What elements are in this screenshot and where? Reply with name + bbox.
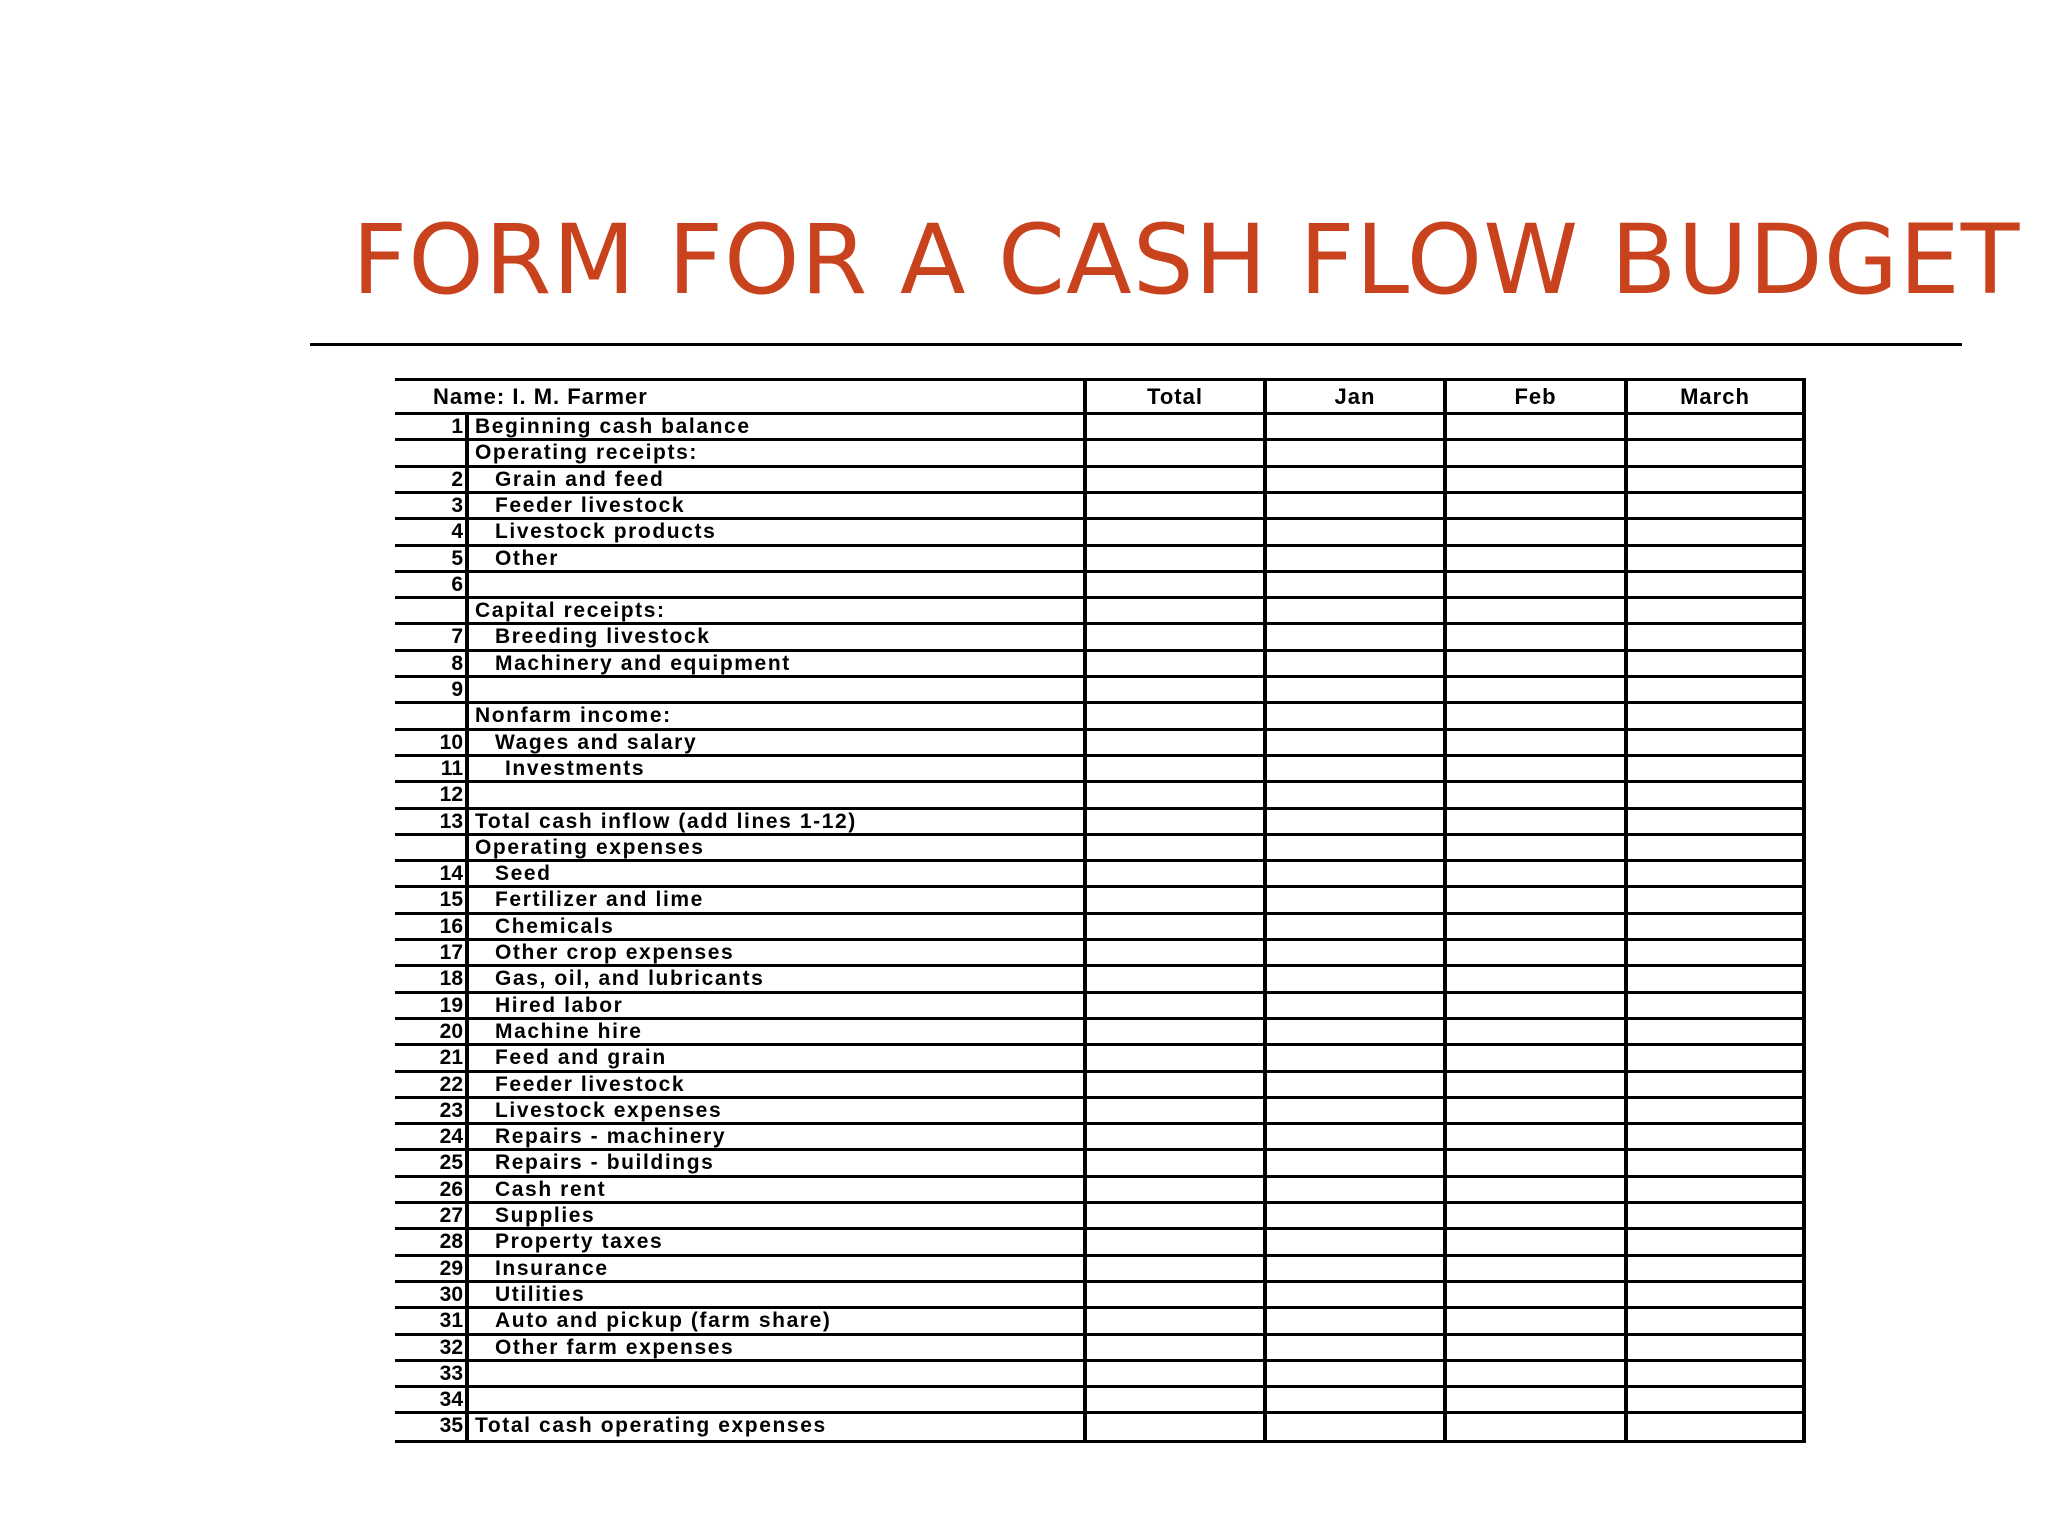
table-row (395, 807, 1806, 833)
form-bottom-border (395, 1440, 1806, 1443)
line-label: Feed and grain (495, 1046, 667, 1070)
column-divider (1802, 378, 1806, 1443)
column-divider (1624, 378, 1628, 1443)
line-label: Gas, oil, and lubricants (495, 967, 765, 991)
line-number: 2 (451, 467, 463, 491)
line-number: 34 (439, 1388, 463, 1412)
line-number (395, 441, 463, 464)
line-number: 3 (451, 493, 463, 517)
line-number: 31 (439, 1309, 463, 1333)
line-number: 5 (451, 546, 463, 570)
line-number: 8 (451, 651, 463, 675)
table-row (395, 1306, 1806, 1332)
line-label: Total cash operating expenses (475, 1414, 827, 1438)
header-row (395, 378, 1806, 412)
line-number: 23 (439, 1098, 463, 1122)
table-row (395, 885, 1806, 911)
table-row (395, 1385, 1806, 1411)
table-row (395, 833, 1806, 859)
line-label: Operating expenses (475, 835, 705, 859)
table-row (395, 517, 1806, 543)
line-number: 7 (451, 625, 463, 649)
table-row (395, 1201, 1806, 1227)
table-row (395, 780, 1806, 806)
line-label: Operating receipts: (475, 441, 698, 465)
line-number: 30 (439, 1282, 463, 1306)
line-number: 10 (439, 730, 463, 754)
line-label: Other (495, 546, 560, 570)
table-row (395, 1148, 1806, 1174)
table-row (395, 649, 1806, 675)
line-label: Chemicals (495, 914, 615, 938)
table-row (395, 991, 1806, 1017)
line-label: Auto and pickup (farm share) (495, 1309, 832, 1333)
table-row (395, 1043, 1806, 1069)
line-number: 33 (439, 1361, 463, 1385)
line-label: Machinery and equipment (495, 651, 791, 675)
table-row (395, 1070, 1806, 1096)
line-number: 12 (439, 783, 463, 807)
line-number: 16 (439, 914, 463, 938)
table-row (395, 465, 1806, 491)
column-divider (1083, 378, 1087, 1443)
table-row (395, 544, 1806, 570)
line-label: Other farm expenses (495, 1335, 735, 1359)
table-row (395, 1254, 1806, 1280)
table-row (395, 438, 1806, 464)
column-header-march: March (1680, 384, 1750, 409)
line-number: 29 (439, 1256, 463, 1280)
line-number: 22 (439, 1072, 463, 1096)
table-row (395, 728, 1806, 754)
line-label: Machine hire (495, 1019, 643, 1043)
table-row (395, 491, 1806, 517)
line-label: Hired labor (495, 993, 624, 1017)
line-number: 11 (440, 756, 463, 780)
line-number (395, 599, 463, 622)
line-label: Total cash inflow (add lines 1-12) (475, 809, 857, 833)
line-label: Utilities (495, 1282, 586, 1306)
table-row (395, 1359, 1806, 1385)
line-label: Cash rent (495, 1177, 607, 1201)
line-number: 26 (439, 1177, 463, 1201)
line-label: Capital receipts: (475, 599, 666, 623)
column-header-feb: Feb (1514, 384, 1557, 409)
column-header-total: Total (1147, 384, 1203, 409)
cash-flow-form (395, 378, 1806, 1463)
name-label: Name: I. M. Farmer (433, 384, 648, 409)
table-row (395, 701, 1806, 727)
line-label: Feeder livestock (495, 1072, 686, 1096)
line-label: Repairs - buildings (495, 1151, 715, 1175)
line-number: 32 (439, 1335, 463, 1359)
line-number: 19 (439, 993, 463, 1017)
line-label: Property taxes (495, 1230, 664, 1254)
table-row (395, 1017, 1806, 1043)
table-row (395, 596, 1806, 622)
table-row (395, 1280, 1806, 1306)
line-number: 17 (439, 941, 463, 964)
line-number: 35 (439, 1414, 463, 1438)
table-row (395, 859, 1806, 885)
line-number: 27 (439, 1204, 463, 1227)
table-row (395, 1122, 1806, 1148)
line-label: Grain and feed (495, 467, 665, 491)
line-number: 18 (439, 967, 463, 991)
line-number (395, 836, 463, 859)
table-row (395, 675, 1806, 701)
table-row (395, 1333, 1806, 1359)
line-number: 13 (439, 809, 463, 833)
table-row (395, 912, 1806, 938)
table-row (395, 938, 1806, 964)
line-number: 25 (439, 1151, 463, 1175)
line-number: 20 (439, 1019, 463, 1043)
line-label: Insurance (495, 1256, 609, 1280)
line-number: 9 (451, 678, 463, 701)
table-row (395, 1096, 1806, 1122)
line-number: 4 (451, 520, 463, 544)
column-header-jan: Jan (1334, 384, 1376, 409)
line-number: 15 (439, 888, 463, 912)
table-row (395, 570, 1806, 596)
line-label: Investments (505, 756, 646, 780)
line-label: Supplies (495, 1204, 596, 1227)
line-label: Nonfarm income: (475, 704, 672, 728)
line-label: Wages and salary (495, 730, 698, 754)
line-number: 1 (451, 415, 463, 438)
line-label: Seed (495, 862, 552, 886)
table-row (395, 1227, 1806, 1253)
title-divider (310, 343, 1962, 346)
table-row (395, 622, 1806, 648)
column-divider (1263, 378, 1267, 1443)
line-label: Fertilizer and lime (495, 888, 704, 912)
line-label: Repairs - machinery (495, 1125, 727, 1149)
line-label: Feeder livestock (495, 493, 686, 517)
line-number (395, 704, 463, 727)
line-number-divider (465, 412, 469, 1443)
table-row (395, 964, 1806, 990)
line-number: 21 (439, 1046, 463, 1070)
table-row (395, 1411, 1806, 1437)
page-title: FORM FOR A CASH FLOW BUDGET (352, 204, 2021, 316)
column-divider (1443, 378, 1447, 1443)
table-row (395, 412, 1806, 438)
line-label: Beginning cash balance (475, 415, 751, 438)
line-number: 24 (439, 1125, 463, 1149)
table-row (395, 1175, 1806, 1201)
line-label: Livestock expenses (495, 1098, 723, 1122)
line-number: 28 (439, 1230, 463, 1254)
line-number: 6 (451, 572, 463, 596)
line-number: 14 (439, 862, 463, 886)
line-label: Other crop expenses (495, 941, 735, 964)
line-label: Breeding livestock (495, 625, 711, 649)
table-row (395, 754, 1806, 780)
line-label: Livestock products (495, 520, 717, 544)
